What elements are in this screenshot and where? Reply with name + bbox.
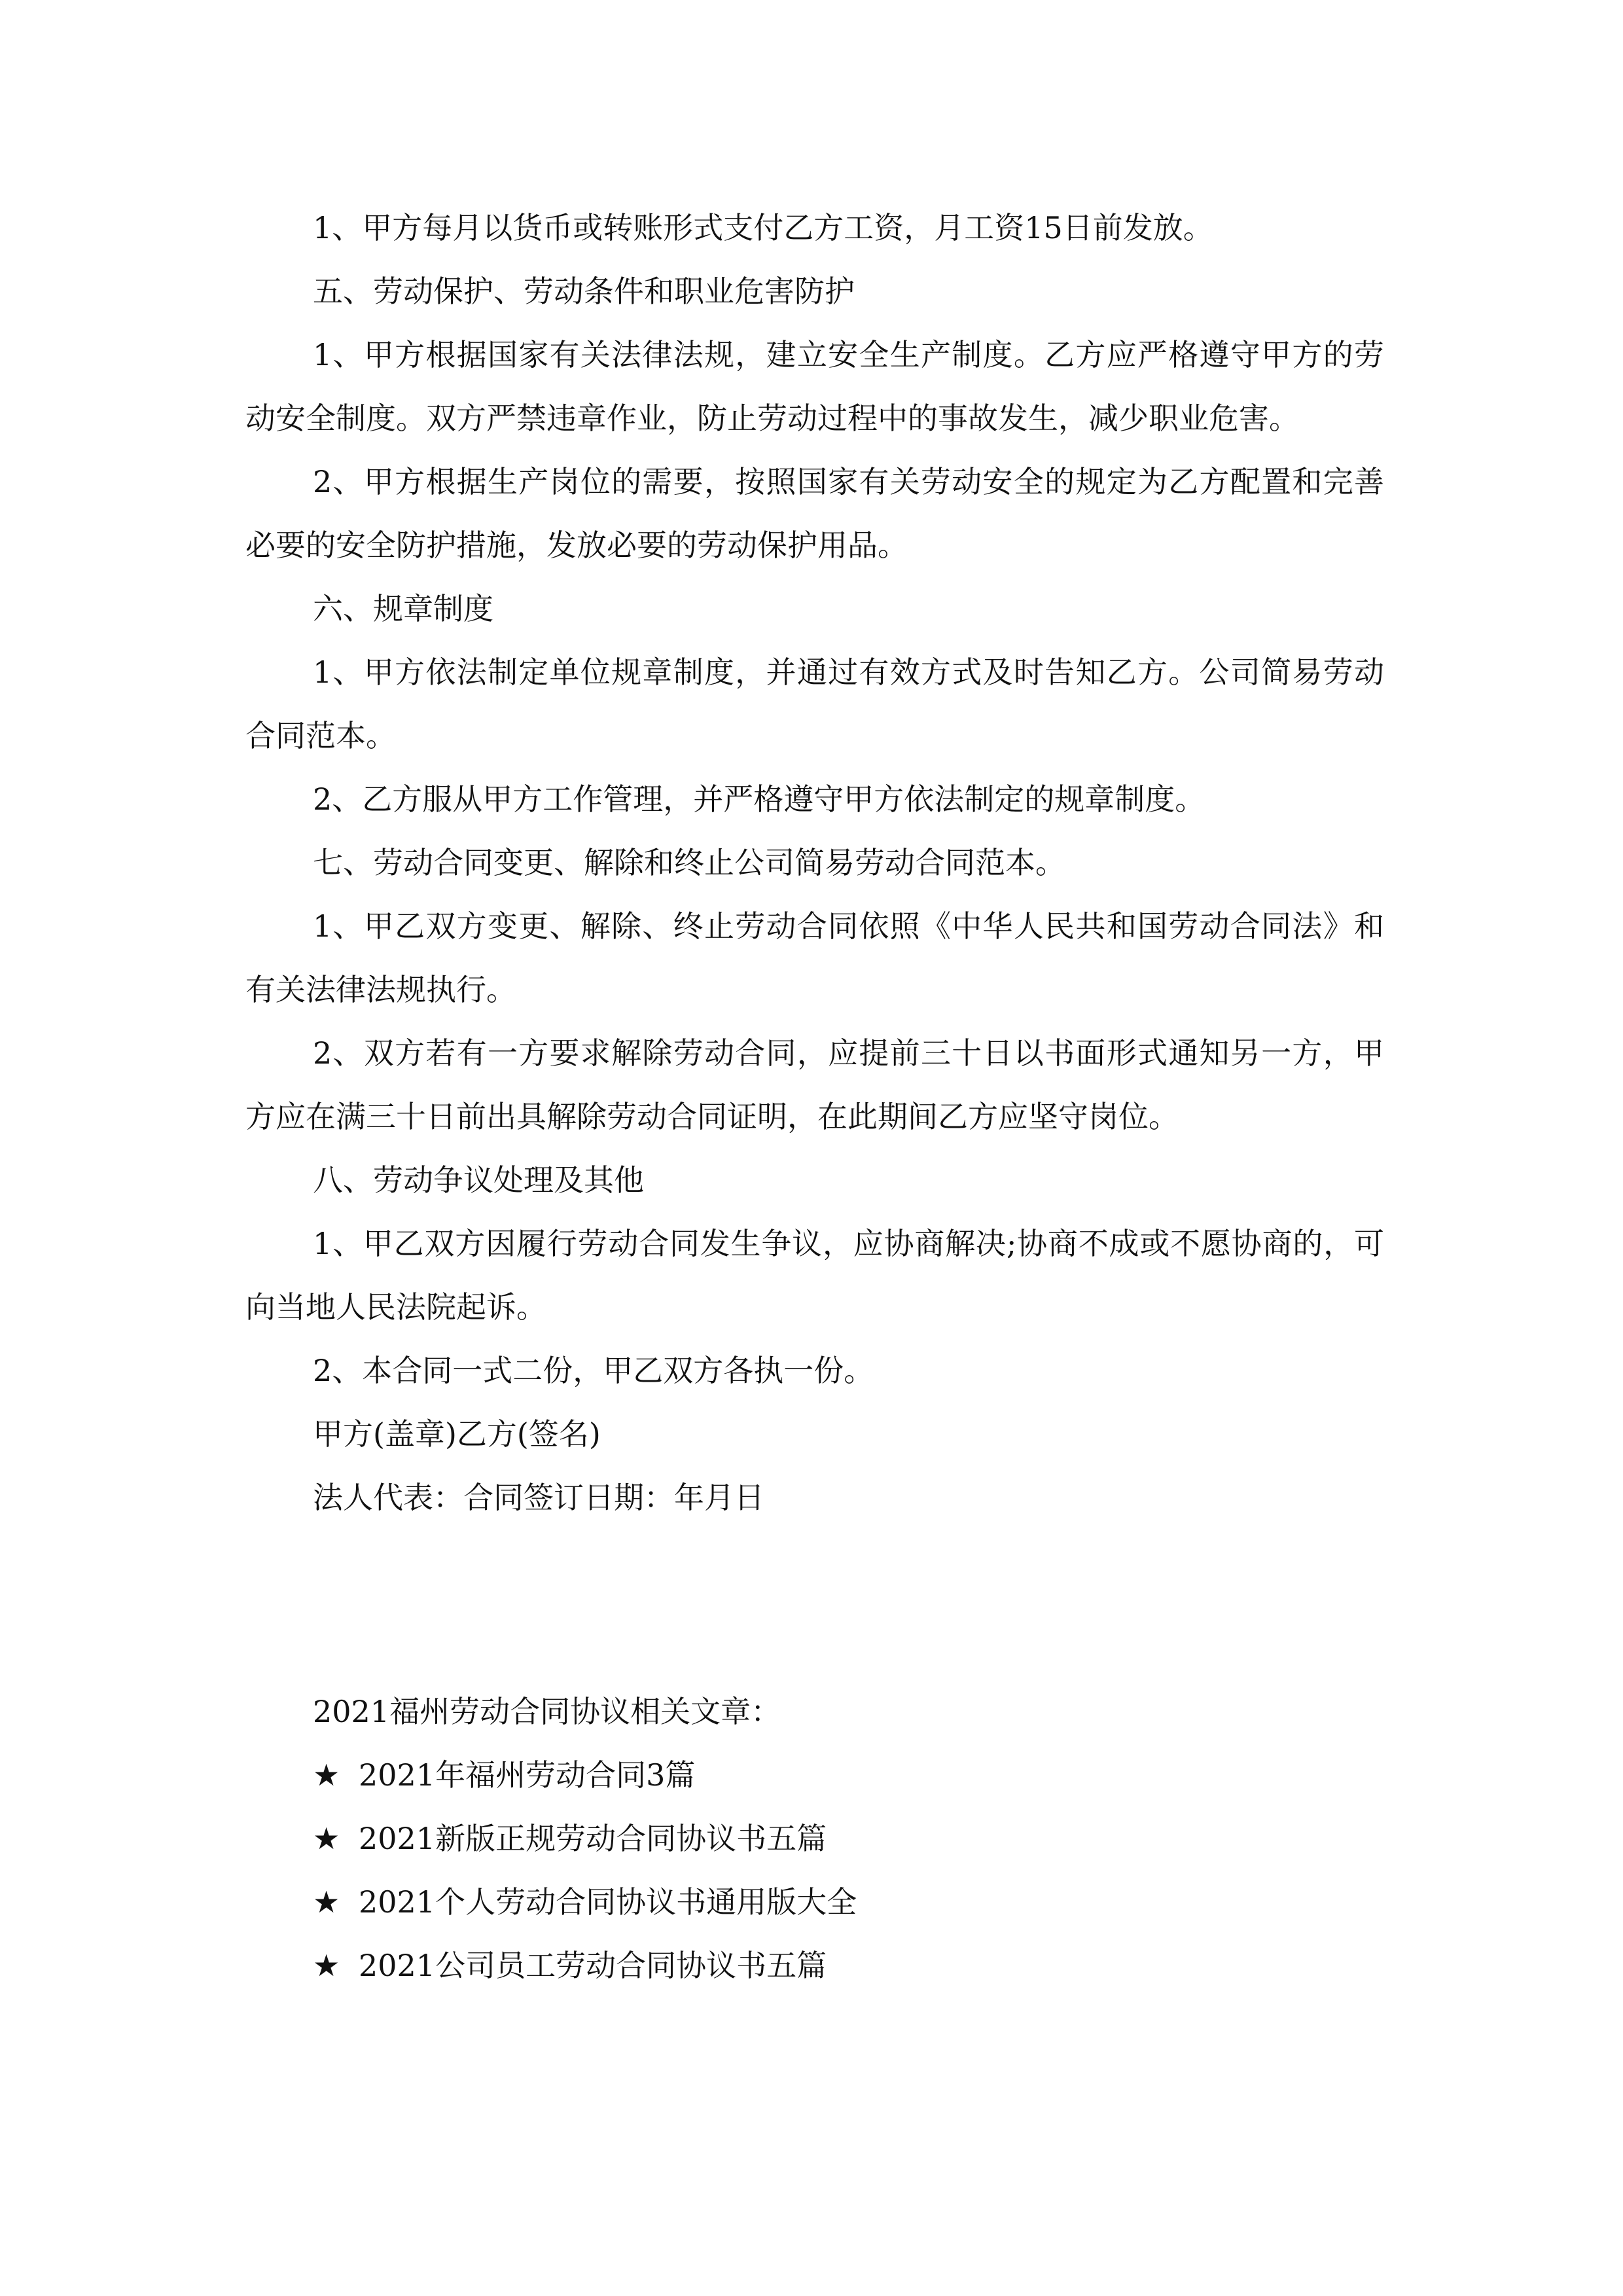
section-heading: 六、规章制度 xyxy=(313,591,493,626)
section-heading: 七、劳动合同变更、解除和终止公司简易劳动合同范本。 xyxy=(313,845,1065,880)
paragraph: 2、本合同一式二份，甲乙双方各执一份。 xyxy=(313,1353,874,1388)
related-articles-title: 2021福州劳动合同协议相关文章： xyxy=(313,1694,781,1729)
related-article-link[interactable] xyxy=(245,1744,1384,1807)
paragraph: 1、甲方根据国家有关法律法规，建立安全生产制度。乙方应严格遵守甲方的劳动安全制度。双方严禁违章作业，防止劳动过程中的事故发生，减少职业危害。 xyxy=(245,337,1384,436)
paragraph: 1、甲乙双方因履行劳动合同发生争议，应协商解决;协商不成或不愿协商的，可向当地人民法院起诉。 xyxy=(245,1226,1384,1325)
section-heading: 五、劳动保护、劳动条件和职业危害防护 xyxy=(313,274,855,309)
related-article-label: 2021新版正规劳动合同协议书五篇 xyxy=(359,1821,827,1856)
star-icon: ★ xyxy=(313,1948,340,1983)
paragraph: 2、甲方根据生产岗位的需要，按照国家有关劳动安全的规定为乙方配置和完善必要的安全防护措施，发放必要的劳动保护用品。 xyxy=(245,464,1384,563)
related-article-link[interactable] xyxy=(245,1807,1384,1871)
paragraph: 1、甲乙双方变更、解除、终止劳动合同依照《中华人民共和国劳动合同法》和有关法律法规执行。 xyxy=(245,908,1384,1007)
paragraph: 1、甲方依法制定单位规章制度，并通过有效方式及时告知乙方。公司简易劳动合同范本。 xyxy=(245,655,1384,753)
section-heading: 八、劳动争议处理及其他 xyxy=(313,1162,644,1198)
signature-line: 甲方(盖章)乙方(签名) xyxy=(313,1416,601,1452)
related-articles xyxy=(245,1680,1384,1998)
paragraph: 2、乙方服从甲方工作管理，并严格遵守甲方依法制定的规章制度。 xyxy=(313,781,1205,817)
related-article-link[interactable] xyxy=(245,1871,1384,1934)
signature-date-line: 法人代表：合同签订日期：年月日 xyxy=(313,1480,764,1515)
star-icon: ★ xyxy=(313,1884,340,1920)
related-article-link[interactable] xyxy=(245,1934,1384,1998)
document-page xyxy=(245,196,1384,1998)
related-articles-list xyxy=(245,1744,1384,1998)
related-article-label: 2021个人劳动合同协议书通用版大全 xyxy=(359,1884,857,1920)
related-article-label: 2021年福州劳动合同3篇 xyxy=(359,1757,696,1793)
paragraph: 2、双方若有一方要求解除劳动合同，应提前三十日以书面形式通知另一方，甲方应在满三十日前出具解除劳动合同证明，在此期间乙方应坚守岗位。 xyxy=(245,1035,1384,1134)
related-article-label: 2021公司员工劳动合同协议书五篇 xyxy=(359,1948,827,1983)
contract-body xyxy=(245,196,1384,1530)
paragraph: 1、甲方每月以货币或转账形式支付乙方工资，月工资15日前发放。 xyxy=(313,210,1213,245)
star-icon: ★ xyxy=(313,1821,340,1856)
star-icon: ★ xyxy=(313,1757,340,1793)
